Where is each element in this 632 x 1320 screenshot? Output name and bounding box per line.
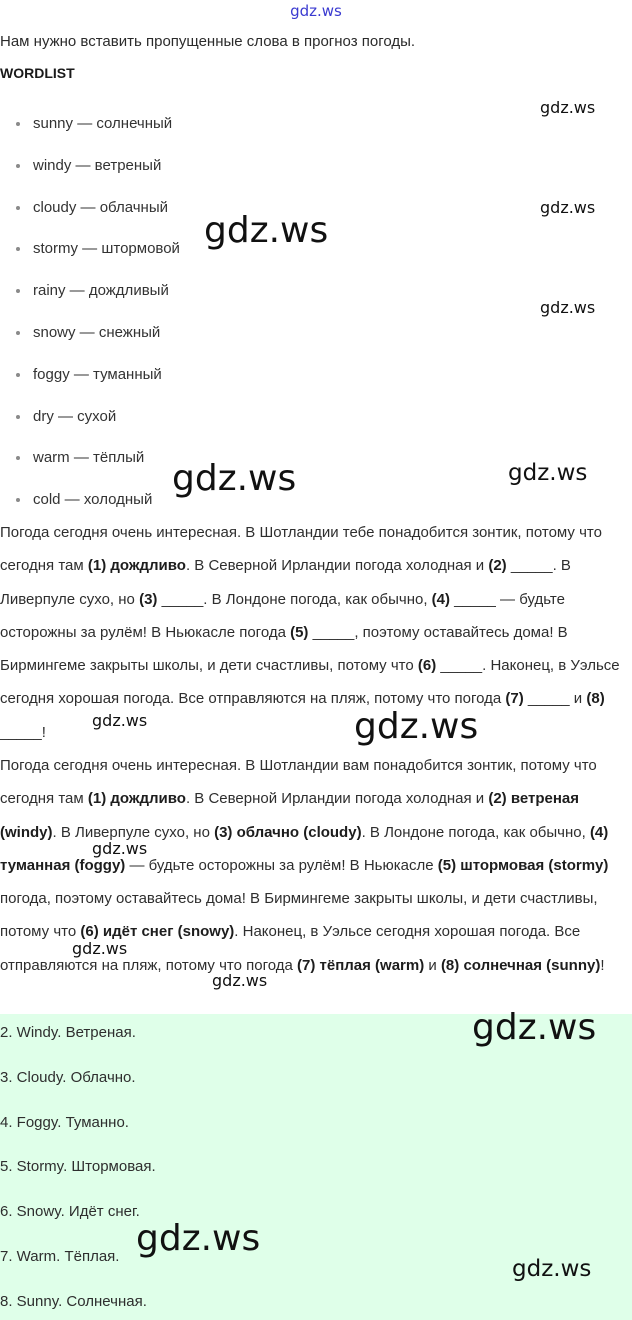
bullet-icon <box>16 247 20 251</box>
answer-row: 8. Sunny. Солнечная. <box>0 1293 147 1310</box>
gap-7: (7) <box>505 690 524 708</box>
list-item: windy — ветреный <box>0 145 400 187</box>
watermark: gdz.ws <box>72 939 128 958</box>
list-item: sunny — солнечный <box>0 103 400 145</box>
answer-4: (4) туманная (foggy) <box>0 823 609 874</box>
answer-5: (5) штормовая (stormy) <box>437 856 609 874</box>
answer-3: (3) облачно (cloudy) <box>214 823 362 841</box>
answer-8: (8) солнечная (sunny) <box>440 956 601 974</box>
gap-2: (2) <box>488 557 507 575</box>
gap-4: (4) <box>431 590 451 608</box>
gap-5: (5) <box>290 623 309 641</box>
gap-8: (8) <box>586 690 605 708</box>
answer-7: (7) тёплая (warm) <box>297 956 425 974</box>
gap-1: (1) дождливо <box>87 557 186 575</box>
list-item: cloudy — облачный <box>0 187 400 229</box>
gap-6: (6) <box>417 657 437 675</box>
watermark: gdz.ws <box>92 711 148 730</box>
wordlist-title: WORDLIST <box>0 65 75 81</box>
intro-text: Нам нужно вставить пропущенные слова в прогноз погоды. <box>0 33 416 50</box>
gap-3: (3) <box>139 590 158 608</box>
bullet-icon <box>16 456 20 460</box>
answer-row: 4. Foggy. Туманно. <box>0 1114 129 1131</box>
answer-row: 2. Windy. Ветреная. <box>0 1024 136 1041</box>
bullet-icon <box>16 206 20 210</box>
watermark: gdz.ws <box>472 1007 597 1048</box>
bullet-icon <box>16 415 20 419</box>
list-item: dry — сухой <box>0 396 400 438</box>
watermark: gdz.ws <box>92 839 148 858</box>
answer-6: (6) идёт снег (snowy) <box>80 923 235 941</box>
watermark: gdz.ws <box>512 1256 592 1282</box>
bullet-icon <box>16 289 20 293</box>
watermark: gdz.ws <box>136 1218 261 1259</box>
bullet-icon <box>16 373 20 377</box>
watermark: gdz.ws <box>204 210 329 251</box>
list-item: stormy — штормовой <box>0 228 400 270</box>
list-item: snowy — снежный <box>0 312 400 354</box>
answer-2: (2) ветреная (windy) <box>0 790 580 841</box>
answer-row: 7. Warm. Тёплая. <box>0 1248 120 1265</box>
answer-row: 5. Stormy. Штормовая. <box>0 1158 156 1175</box>
list-item: rainy — дождливый <box>0 270 400 312</box>
answer-row: 6. Snowy. Идёт снег. <box>0 1203 140 1220</box>
bullet-icon <box>16 498 20 502</box>
exercise-text: Погода сегодня очень интересная. В Шотландии тебе понадобится зонтик, потому что сегодня там (1) дождливо. В Северной Ирландии погода холодная и (2) _____. В Ливерпуле сухо, но (3) _____. В Лондоне погода, как обычно, (4) _____ — будьте осторожны за рулём! В Ньюкасле погода (5) _____, поэтому оставайтесь дома! В Бирмингеме закрыты школы, и дети счастливы, потому что (6) _____. Наконец, в Уэльсе сегодня хорошая погода. Все отправляются на пляж, потому что погода (7) _____ и (8) _____! <box>0 524 620 741</box>
watermark: gdz.ws <box>354 706 479 747</box>
watermark: gdz.ws <box>540 198 596 217</box>
watermark: gdz.ws <box>508 460 588 486</box>
list-item: warm — тёплый <box>0 437 400 479</box>
list-item: foggy — туманный <box>0 354 400 396</box>
watermark: gdz.ws <box>540 98 596 117</box>
answer-row: 3. Cloudy. Облачно. <box>0 1069 136 1086</box>
watermark-top: gdz.ws <box>290 2 342 20</box>
bullet-icon <box>16 164 20 168</box>
answer-1: (1) дождливо <box>87 790 186 808</box>
list-item: cold — холодный <box>0 479 400 521</box>
watermark: gdz.ws <box>172 458 297 499</box>
watermark: gdz.ws <box>212 971 268 990</box>
completed-text: Погода сегодня очень интересная. В Шотландии вам понадобится зонтик, потому что сегодня там (1) дождливо. В Северной Ирландии погода холодная и (2) ветреная (windy). В Ливерпуле сухо, но (3) облачно (cloudy). В Лондоне погода, как обычно, (4) туманная (foggy) — будьте осторожны за рулём! В Ньюкасле (5) штормовая (stormy) погода, поэтому оставайтесь дома! В Бирмингеме закрыты школы, и дети счастливы, потому что (6) идёт снег (snowy). Наконец, в Уэльсе сегодня хорошая погода. Все отправляются на пляж, потому что погода (7) тёплая (warm) и (8) солнечная (sunny)! <box>0 757 609 974</box>
bullet-icon <box>16 331 20 335</box>
watermark: gdz.ws <box>540 298 596 317</box>
bullet-icon <box>16 122 20 126</box>
